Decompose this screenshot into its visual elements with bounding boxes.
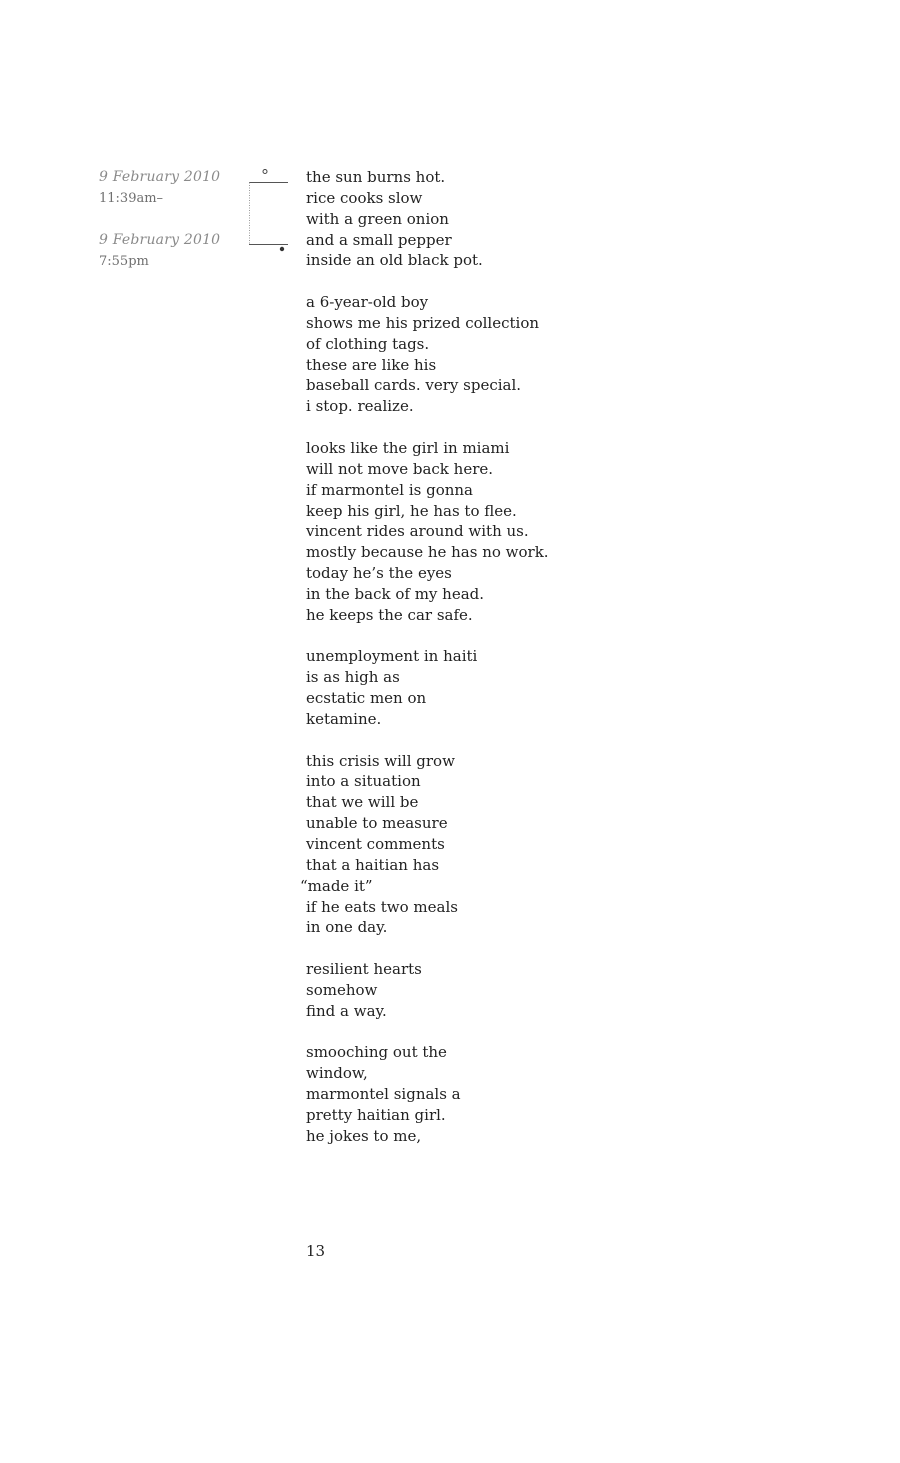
- poem-line: and a small pepper: [306, 230, 452, 249]
- start-open-dot-icon: [263, 170, 267, 174]
- poem-line: vincent comments: [306, 835, 445, 853]
- poem-line: i stop. realize.: [306, 397, 414, 416]
- end-time: 7:55pm: [99, 254, 149, 269]
- poem-line: he keeps the car safe.: [306, 605, 473, 624]
- poem-line: this crisis will grow: [306, 751, 455, 770]
- poem-line: will not move back here.: [306, 459, 494, 478]
- poem-line: with a green onion: [306, 209, 449, 228]
- page-number: 13: [306, 1242, 326, 1260]
- poem-line: in one day.: [306, 918, 388, 937]
- stanza: [300, 751, 726, 939]
- poem-line: a 6-year-old boy: [306, 293, 429, 312]
- poem-line: into a situation: [306, 772, 421, 791]
- end-filled-dot-icon: [280, 247, 284, 251]
- poem-line: somehow: [306, 980, 378, 999]
- stanza: [306, 959, 726, 1022]
- poem-line: rice cooks slow: [306, 188, 423, 207]
- stanza: [306, 292, 726, 417]
- poem-line: keep his girl, he has to flee.: [306, 501, 517, 520]
- poem-line: if he eats two meals: [306, 897, 458, 916]
- start-time: 11:39am–: [99, 191, 164, 206]
- poem-line: mostly because he has no work.: [306, 543, 549, 562]
- poem-line: ecstatic men on: [306, 689, 427, 708]
- poem-line: “made it”: [300, 876, 373, 895]
- poem-line: resilient hearts: [306, 960, 422, 979]
- end-date: 9 February 2010: [99, 232, 221, 248]
- timestamp-notes: [99, 167, 249, 272]
- poem-line: today he’s the eyes: [306, 564, 452, 583]
- start-timestamp: [99, 167, 249, 209]
- poem-line: these are like his: [306, 355, 437, 374]
- poem-line: he jokes to me,: [306, 1126, 422, 1145]
- poem-line: inside an old black pot.: [306, 251, 483, 270]
- poem-line: that we will be: [306, 793, 419, 812]
- poem-line: unable to measure: [306, 814, 448, 833]
- poem-line: pretty haitian girl.: [306, 1105, 446, 1124]
- stanza: [306, 1042, 726, 1146]
- poem-line: in the back of my head.: [306, 584, 485, 603]
- poem-line: the sun burns hot.: [306, 168, 446, 186]
- poem-line: shows me his prized collection: [306, 313, 540, 332]
- poem-line: if marmontel is gonna: [306, 480, 473, 499]
- poem-line: vincent rides around with us.: [306, 522, 529, 541]
- end-timestamp: [99, 230, 249, 272]
- poem-body: [300, 167, 726, 1168]
- stanza: [306, 438, 726, 626]
- poem-line: looks like the girl in miami: [306, 438, 510, 457]
- poem-line: of clothing tags.: [306, 334, 430, 353]
- poem-line: baseball cards. very special.: [306, 376, 522, 395]
- start-date: 9 February 2010: [99, 169, 221, 185]
- poem-line: that a haitian has: [306, 855, 440, 874]
- stanza: [306, 646, 726, 729]
- poem-line: is as high as: [306, 668, 400, 687]
- poem-line: window,: [306, 1064, 368, 1083]
- poem-line: smooching out the: [306, 1043, 447, 1062]
- poem-line: marmontel signals a: [306, 1085, 461, 1104]
- poem-line: ketamine.: [306, 709, 382, 728]
- stanza: [306, 167, 726, 271]
- poem-line: unemployment in haiti: [306, 647, 478, 666]
- poem-line: find a way.: [306, 1001, 387, 1020]
